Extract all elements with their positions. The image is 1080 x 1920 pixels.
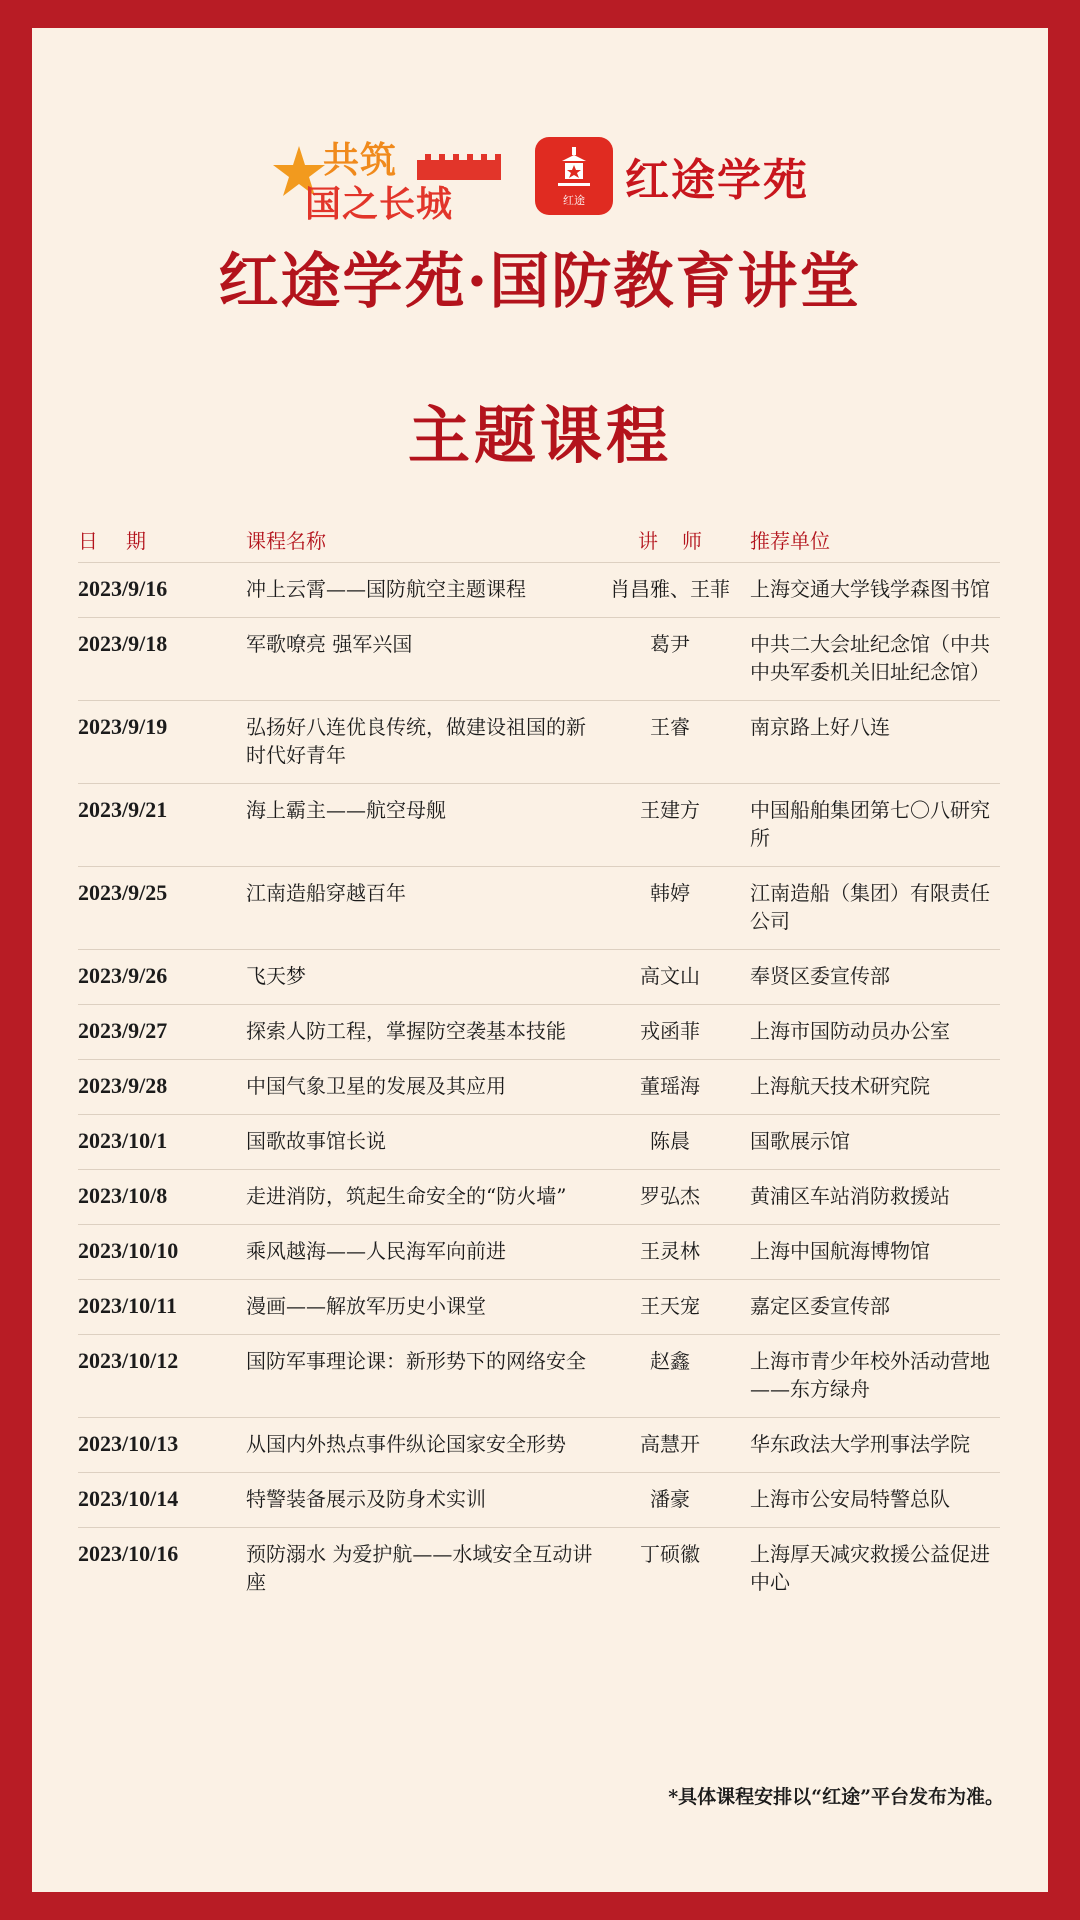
row-unit: 奉贤区委宣传部 <box>750 964 890 988</box>
row-lecturer: 肖昌雅、王菲 <box>610 577 730 601</box>
row-date: 2023/9/28 <box>78 1073 168 1098</box>
course-table <box>78 516 1000 1610</box>
row-lecturer: 王睿 <box>650 715 690 739</box>
table-row <box>78 1114 1000 1169</box>
row-date: 2023/9/18 <box>78 631 168 656</box>
row-unit: 上海厚天减灾救援公益促进中心 <box>750 1542 990 1594</box>
row-course: 冲上云霄——国防航空主题课程 <box>246 577 526 601</box>
row-unit: 上海中国航海博物馆 <box>750 1239 930 1263</box>
row-unit: 华东政法大学刑事法学院 <box>750 1432 970 1456</box>
table-row <box>78 783 1000 866</box>
row-course: 从国内外热点事件纵论国家安全形势 <box>246 1432 566 1456</box>
table-body <box>78 562 1000 1610</box>
table-row <box>78 949 1000 1004</box>
row-date: 2023/10/1 <box>78 1128 168 1153</box>
row-unit: 黄浦区车站消防救援站 <box>750 1184 950 1208</box>
row-lecturer: 丁硕徽 <box>640 1542 700 1566</box>
row-unit: 上海交通大学钱学森图书馆 <box>750 577 990 601</box>
row-date: 2023/9/27 <box>78 1018 168 1043</box>
row-date: 2023/9/26 <box>78 963 168 988</box>
table-row <box>78 1279 1000 1334</box>
table-row <box>78 1527 1000 1610</box>
table-row <box>78 562 1000 617</box>
row-lecturer: 戎函菲 <box>640 1019 700 1043</box>
row-date: 2023/10/11 <box>78 1293 178 1318</box>
row-date: 2023/10/16 <box>78 1541 179 1566</box>
row-lecturer: 葛尹 <box>650 632 690 656</box>
row-lecturer: 潘豪 <box>650 1487 690 1511</box>
row-course: 军歌嘹亮 强军兴国 <box>246 632 413 656</box>
row-course: 走进消防，筑起生命安全的“防火墙” <box>246 1184 567 1208</box>
row-course: 弘扬好八连优良传统，做建设祖国的新时代好青年 <box>246 715 586 767</box>
table-header <box>78 516 1000 562</box>
row-course: 国歌故事馆长说 <box>246 1129 386 1153</box>
row-date: 2023/10/14 <box>78 1486 179 1511</box>
row-lecturer: 王天宠 <box>640 1294 700 1318</box>
row-unit: 国歌展示馆 <box>750 1129 850 1153</box>
table-row <box>78 1004 1000 1059</box>
row-course: 国防军事理论课：新形势下的网络安全 <box>246 1349 586 1373</box>
row-lecturer: 陈晨 <box>650 1129 690 1153</box>
row-unit: 上海市公安局特警总队 <box>750 1487 950 1511</box>
great-wall-icon <box>417 146 501 180</box>
row-unit: 中共二大会址纪念馆（中共中央军委机关旧址纪念馆） <box>750 632 990 684</box>
row-lecturer: 高慧开 <box>640 1432 700 1456</box>
row-lecturer: 董瑶海 <box>640 1074 700 1098</box>
hongtu-icon-label: 红途 <box>563 194 585 207</box>
section-title: 主题课程 <box>407 399 672 472</box>
row-unit: 江南造船（集团）有限责任公司 <box>750 881 990 933</box>
row-lecturer: 罗弘杰 <box>640 1184 700 1208</box>
row-date: 2023/9/21 <box>78 797 168 822</box>
table-row <box>78 1334 1000 1417</box>
row-date: 2023/10/13 <box>78 1431 179 1456</box>
main-title: 红途学苑·国防教育讲堂 <box>218 247 862 317</box>
header-lecturer: 讲师 <box>638 528 726 553</box>
row-lecturer: 高文山 <box>640 964 700 988</box>
table-row <box>78 1059 1000 1114</box>
row-course: 漫画——解放军历史小课堂 <box>246 1294 486 1318</box>
poster <box>32 28 1048 1892</box>
gongzhu-logo-bottom: 国之长城 <box>305 184 454 225</box>
row-date: 2023/9/25 <box>78 880 168 905</box>
table-row <box>78 1472 1000 1527</box>
row-course: 飞天梦 <box>246 964 306 988</box>
row-lecturer: 韩婷 <box>650 881 690 905</box>
row-date: 2023/9/16 <box>78 576 168 601</box>
row-course: 乘风越海——人民海军向前进 <box>246 1239 506 1263</box>
table-row <box>78 1169 1000 1224</box>
row-unit: 中国船舶集团第七〇八研究所 <box>750 798 990 850</box>
row-lecturer: 王灵林 <box>640 1239 700 1263</box>
row-date: 2023/10/8 <box>78 1183 168 1208</box>
header-date: 日期 <box>78 528 174 553</box>
header-unit: 推荐单位 <box>750 528 830 553</box>
row-course: 特警装备展示及防身术实训 <box>246 1487 486 1511</box>
row-course: 海上霸主——航空母舰 <box>246 798 446 822</box>
row-course: 探索人防工程，掌握防空袭基本技能 <box>246 1019 566 1043</box>
row-date: 2023/10/10 <box>78 1238 179 1263</box>
pagoda-star-icon <box>554 147 594 189</box>
row-date: 2023/10/12 <box>78 1348 179 1373</box>
row-unit: 南京路上好八连 <box>750 715 890 739</box>
table-row <box>78 1417 1000 1472</box>
hongtu-app-icon <box>535 137 613 215</box>
footnote: *具体课程安排以“红途”平台发布为准。 <box>668 1786 1004 1808</box>
table-row <box>78 866 1000 949</box>
row-lecturer: 王建方 <box>640 798 700 822</box>
gongzhu-guozhichangcheng-logo <box>271 126 501 226</box>
table-row <box>78 700 1000 783</box>
table-row <box>78 617 1000 700</box>
row-lecturer: 赵鑫 <box>650 1349 690 1373</box>
row-course: 预防溺水 为爱护航——水域安全互动讲座 <box>246 1542 593 1594</box>
row-unit: 上海市青少年校外活动营地——东方绿舟 <box>750 1349 990 1401</box>
row-unit: 上海航天技术研究院 <box>750 1074 930 1098</box>
table-row <box>78 1224 1000 1279</box>
row-course: 中国气象卫星的发展及其应用 <box>246 1074 506 1098</box>
row-date: 2023/9/19 <box>78 714 168 739</box>
row-unit: 上海市国防动员办公室 <box>750 1019 950 1043</box>
logo-bar <box>32 126 1048 226</box>
hongtu-logo-text: 红途学苑 <box>625 155 809 206</box>
row-unit: 嘉定区委宣传部 <box>750 1294 890 1318</box>
row-course: 江南造船穿越百年 <box>246 881 406 905</box>
header-course: 课程名称 <box>246 528 326 553</box>
gongzhu-logo-top: 共筑 <box>323 140 398 181</box>
